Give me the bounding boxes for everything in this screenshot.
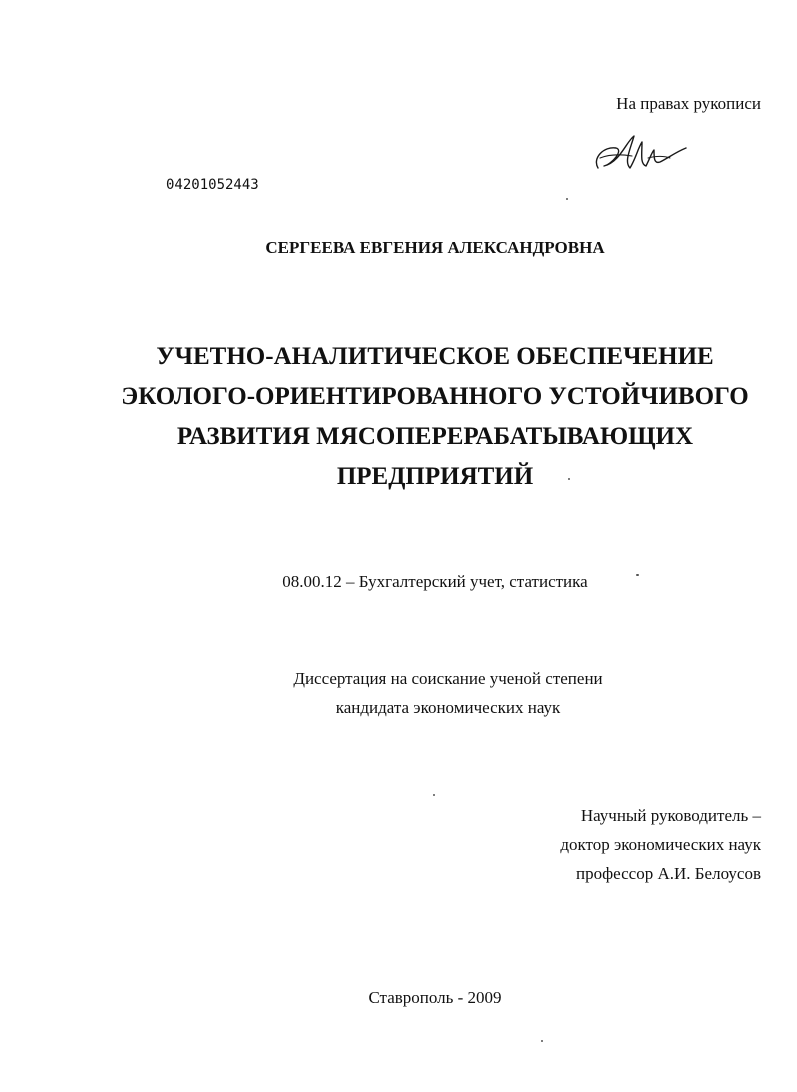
title-line: ПРЕДПРИЯТИЙ [336, 463, 534, 490]
author-name: СЕРГЕЕВА ЕВГЕНИЯ АЛЕКСАНДРОВНА [265, 238, 605, 257]
dissertation-title [0, 337, 797, 497]
rights-note: На правах рукописи [616, 94, 761, 113]
catalog-number: 04201052443 [166, 177, 259, 193]
scan-speck [566, 198, 568, 200]
specialty-code: 08.00.12 – Бухгалтерский учет, статистика [282, 572, 588, 591]
supervisor-line: доктор экономических наук [560, 835, 761, 854]
degree-statement [0, 664, 797, 722]
scan-speck [433, 794, 435, 796]
supervisor-line: Научный руководитель – [580, 806, 761, 825]
supervisor-block [560, 801, 761, 888]
title-line: УЧЕТНО-АНАЛИТИЧЕСКОЕ ОБЕСПЕЧЕНИЕ [156, 343, 714, 370]
degree-line: Диссертация на соискание ученой степени [293, 669, 603, 688]
scan-speck [541, 1040, 543, 1042]
signature-icon [590, 128, 690, 178]
title-line: РАЗВИТИЯ МЯСОПЕРЕРАБАТЫВАЮЩИХ [176, 423, 694, 450]
supervisor-line: профессор А.И. Белоусов [576, 864, 761, 883]
scan-speck [636, 574, 639, 576]
title-line: ЭКОЛОГО-ОРИЕНТИРОВАННОГО УСТОЙЧИВОГО [121, 383, 749, 410]
degree-line: кандидата экономических наук [335, 698, 561, 717]
scan-speck [568, 478, 570, 480]
city-year: Ставрополь - 2009 [368, 988, 502, 1007]
